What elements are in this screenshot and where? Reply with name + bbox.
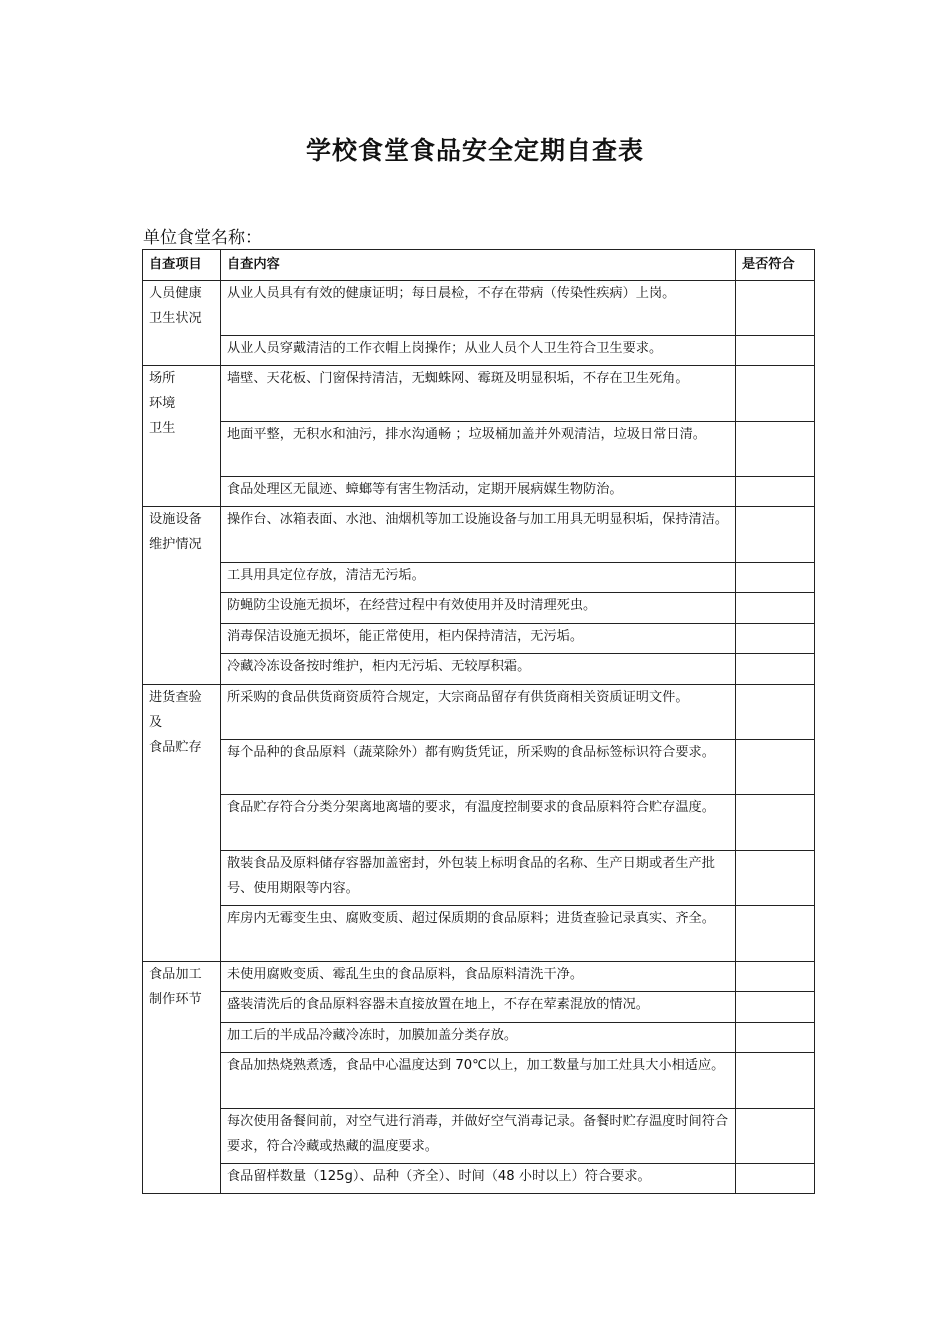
check-content-cell: 消毒保洁设施无损坏，能正常使用，柜内保持清洁，无污垢。 — [221, 624, 736, 654]
compliance-cell[interactable] — [736, 507, 815, 563]
category-line: 环境 — [149, 396, 176, 411]
table-row — [143, 422, 815, 477]
compliance-cell[interactable] — [736, 624, 815, 654]
check-content-cell: 墙壁、天花板、门窗保持清洁，无蜘蛛网、霉斑及明显积垢，不存在卫生死角。 — [221, 366, 736, 422]
category-cell — [143, 962, 221, 1194]
compliance-cell[interactable] — [736, 851, 815, 906]
check-content-cell: 从业人员穿戴清洁的工作衣帽上岗操作；从业人员个人卫生符合卫生要求。 — [221, 336, 736, 366]
check-content-cell: 防蝇防尘设施无损坏，在经营过程中有效使用并及时清理死虫。 — [221, 593, 736, 624]
table-row — [143, 477, 815, 507]
compliance-cell[interactable] — [736, 1164, 815, 1194]
check-content-cell: 食品处理区无鼠迹、蟑螂等有害生物活动，定期开展病媒生物防治。 — [221, 477, 736, 507]
category-line: 进货查验 — [149, 690, 202, 705]
header-content: 自查内容 — [221, 250, 736, 281]
table-row — [143, 654, 815, 685]
page-title: 学校食堂食品安全定期自查表 — [305, 136, 644, 165]
compliance-cell[interactable] — [736, 281, 815, 336]
table-header-row — [143, 250, 815, 281]
check-content-cell: 操作台、冰箱表面、水池、油烟机等加工设施设备与加工用具无明显积垢，保持清洁。 — [221, 507, 736, 563]
check-content-cell: 食品留样数量（125g）、品种（齐全）、时间（48 小时以上）符合要求。 — [221, 1164, 736, 1194]
compliance-cell[interactable] — [736, 593, 815, 624]
compliance-cell[interactable] — [736, 685, 815, 740]
category-line: 卫生状况 — [149, 311, 202, 326]
category-line: 制作环节 — [149, 992, 202, 1007]
table-row — [143, 740, 815, 795]
compliance-cell[interactable] — [736, 366, 815, 422]
table-row — [143, 281, 815, 336]
table-row — [143, 1164, 815, 1194]
compliance-cell[interactable] — [736, 563, 815, 593]
check-content-cell: 散装食品及原料储存容器加盖密封，外包装上标明食品的名称、生产日期或者生产批号、使用期限等内容。 — [221, 851, 736, 906]
table-row — [143, 1053, 815, 1109]
table-row — [143, 593, 815, 624]
compliance-cell[interactable] — [736, 795, 815, 851]
table-row — [143, 507, 815, 563]
table-row — [143, 624, 815, 654]
compliance-cell[interactable] — [736, 422, 815, 477]
table-row — [143, 366, 815, 422]
table-row — [143, 685, 815, 740]
header-compliance: 是否符合 — [736, 250, 815, 281]
compliance-cell[interactable] — [736, 1109, 815, 1164]
table-row — [143, 906, 815, 962]
check-content-cell: 食品加热烧熟煮透，食品中心温度达到 70℃以上，加工数量与加工灶具大小相适应。 — [221, 1053, 736, 1109]
compliance-cell[interactable] — [736, 654, 815, 685]
check-content-cell: 食品贮存符合分类分架离地离墙的要求，有温度控制要求的食品原料符合贮存温度。 — [221, 795, 736, 851]
check-content-cell: 从业人员具有有效的健康证明；每日晨检，不存在带病（传染性疾病）上岗。 — [221, 281, 736, 336]
check-content-cell: 盛装清洗后的食品原料容器未直接放置在地上，不存在荤素混放的情况。 — [221, 992, 736, 1023]
self-check-table — [142, 249, 815, 1194]
table-row — [143, 1023, 815, 1053]
check-content-cell: 所采购的食品供货商资质符合规定，大宗商品留存有供货商相关资质证明文件。 — [221, 685, 736, 740]
compliance-cell[interactable] — [736, 906, 815, 962]
category-line: 食品贮存 — [149, 740, 202, 755]
category-line: 食品加工 — [149, 967, 202, 982]
check-content-cell: 加工后的半成品冷藏冷冻时，加膜加盖分类存放。 — [221, 1023, 736, 1053]
table-row — [143, 795, 815, 851]
check-content-cell: 地面平整，无积水和油污，排水沟通畅 ；垃圾桶加盖并外观清洁，垃圾日常日清。 — [221, 422, 736, 477]
check-content-cell: 每次使用备餐间前，对空气进行消毒，并做好空气消毒记录。备餐时贮存温度时间符合要求，符合冷藏或热藏的温度要求。 — [221, 1109, 736, 1164]
category-line: 设施设备 — [149, 512, 202, 527]
compliance-cell[interactable] — [736, 740, 815, 795]
check-content-cell: 库房内无霉变生虫、腐败变质、超过保质期的食品原料；进货查验记录真实、齐全。 — [221, 906, 736, 962]
check-content-cell: 冷藏冷冻设备按时维护，柜内无污垢、无较厚积霜。 — [221, 654, 736, 685]
unit-name-label: 单位食堂名称： — [143, 228, 262, 248]
compliance-cell[interactable] — [736, 1023, 815, 1053]
table-row — [143, 1109, 815, 1164]
table-row — [143, 962, 815, 992]
compliance-cell[interactable] — [736, 962, 815, 992]
category-line: 及 — [149, 715, 163, 730]
check-content-cell: 每个品种的食品原料（蔬菜除外）都有购货凭证，所采购的食品标签标识符合要求。 — [221, 740, 736, 795]
category-cell — [143, 366, 221, 507]
table-row — [143, 563, 815, 593]
check-content-cell: 未使用腐败变质、霉乱生虫的食品原料，食品原料清洗干净。 — [221, 962, 736, 992]
category-line: 场所 — [149, 371, 176, 386]
category-line: 维护情况 — [149, 537, 202, 552]
compliance-cell[interactable] — [736, 336, 815, 366]
category-line: 卫生 — [149, 421, 176, 436]
header-category: 自查项目 — [143, 250, 221, 281]
table-row — [143, 992, 815, 1023]
table-row — [143, 336, 815, 366]
compliance-cell[interactable] — [736, 477, 815, 507]
table-row — [143, 851, 815, 906]
category-cell — [143, 281, 221, 366]
category-line: 人员健康 — [149, 286, 202, 301]
compliance-cell[interactable] — [736, 992, 815, 1023]
category-cell — [143, 685, 221, 962]
check-content-cell: 工具用具定位存放，清洁无污垢。 — [221, 563, 736, 593]
compliance-cell[interactable] — [736, 1053, 815, 1109]
category-cell — [143, 507, 221, 685]
